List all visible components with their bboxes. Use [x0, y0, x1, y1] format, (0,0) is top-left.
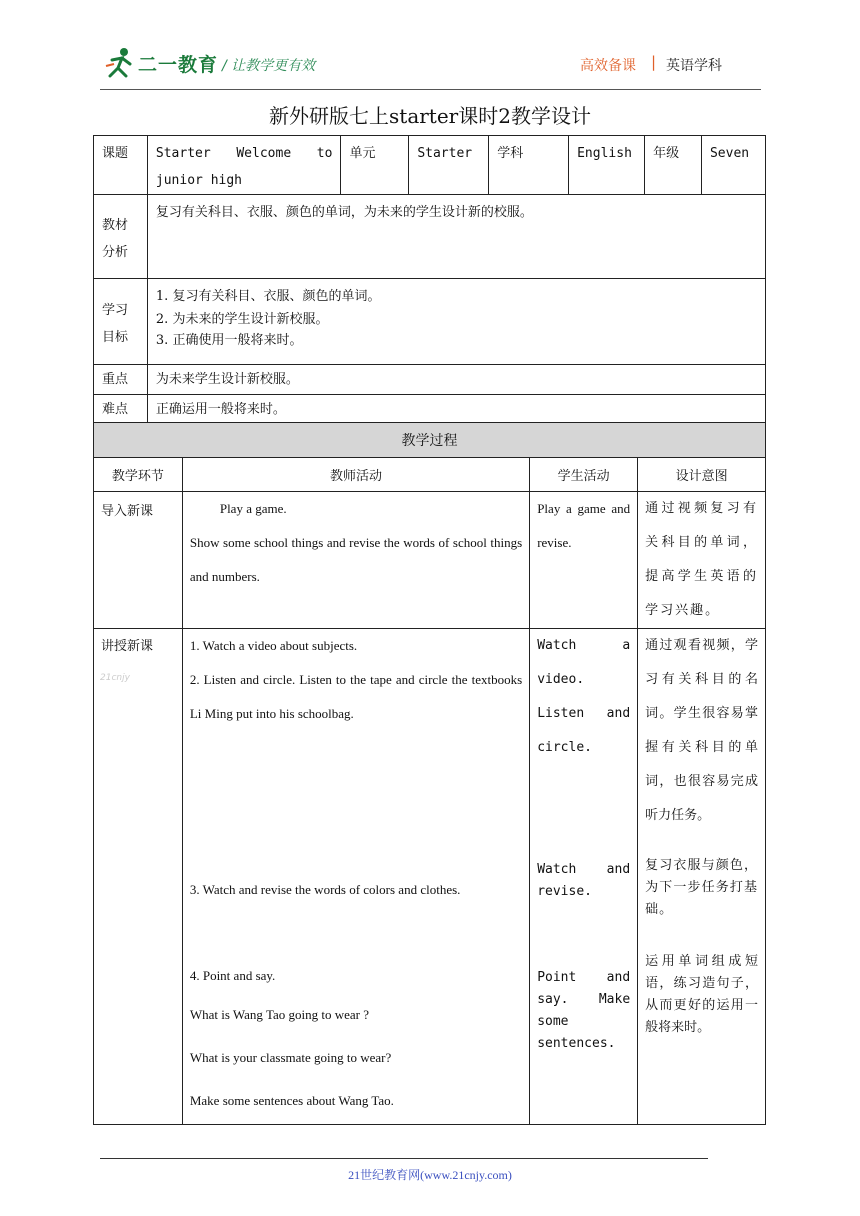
difficult-text: 正确运用一般将来时。 [147, 395, 765, 425]
col-header-stage: 教学环节 [94, 458, 183, 492]
analysis-text: 复习有关科目、衣服、颜色的单词，为未来的学生设计新的校服。 [147, 195, 765, 279]
lesson-info-table [93, 135, 766, 425]
teacher-new: 1. Watch a video about subjects. 2. Listen and circle. Listen to the tape and circle the textbooks Li Ming put into his schoolbag. 3. Watch and revise the words of colors and clothes. 4. Point and say. What is Wang Tao going to wear ? What is your classmate going to wear? Make some sentences about Wang Tao. [182, 629, 529, 1125]
watermark-logo: 21cnjy [100, 673, 130, 683]
student-new: Watch a video. Listen and circle. Watch and revise. Point and say. Make some sentences. [530, 629, 638, 1125]
key-label: 重点 [94, 365, 148, 395]
grade-label: 年级 [645, 136, 702, 195]
process-row-new [94, 629, 766, 1125]
process-header-row [94, 458, 766, 492]
process-row-intro [94, 492, 766, 629]
brand-slogan: / 让教学更有效 [222, 58, 316, 74]
header-subject: 英语学科 [666, 58, 722, 74]
key-text: 为未来学生设计新校服。 [147, 365, 765, 395]
difficult-label: 难点 [94, 395, 148, 425]
subject-value: English [569, 136, 645, 195]
footer-text: 21世纪教育网(www.21cnjy.com) [348, 1168, 512, 1182]
topic-value: Starter Welcome to junior high [147, 136, 341, 195]
stage-intro: 导入新课 [94, 492, 183, 629]
process-banner: 教学过程 [94, 423, 766, 458]
document-title: 新外研版七上starter课时2教学设计 [269, 104, 591, 128]
info-row-analysis [94, 195, 766, 279]
analysis-label: 教材 分析 [94, 195, 148, 279]
header-separator: | [651, 53, 657, 71]
col-header-teacher: 教师活动 [182, 458, 529, 492]
purpose-intro: 通过视频复习有关科目的单词，提高学生英语的学习兴趣。 [638, 492, 766, 629]
col-header-student: 学生活动 [530, 458, 638, 492]
grade-value: Seven [701, 136, 765, 195]
teaching-process-table [93, 422, 766, 1125]
logo-runner-icon [104, 46, 134, 80]
unit-label: 单元 [341, 136, 409, 195]
info-row-difficult [94, 395, 766, 425]
goals-label: 学习 目标 [94, 279, 148, 365]
topic-label: 课题 [94, 136, 148, 195]
unit-value: Starter [409, 136, 489, 195]
col-header-purpose: 设计意图 [638, 458, 766, 492]
subject-label: 学科 [489, 136, 569, 195]
student-intro: Play a game and revise. [530, 492, 638, 629]
teacher-intro: Play a game. Show some school things and revise the words of school things and numbers. [182, 492, 529, 629]
goals-list [147, 279, 765, 365]
process-banner-row [94, 423, 766, 458]
stage-new: 讲授新课 [94, 629, 183, 1125]
goal-item: 1. 复习有关科目、衣服、颜色的单词。 [155, 289, 381, 304]
info-row-goals [94, 279, 766, 365]
goal-item: 3. 正确使用一般将来时。 [155, 333, 303, 348]
info-row-key [94, 365, 766, 395]
brand-name: 二一教育 [138, 54, 219, 76]
info-row-topic [94, 136, 766, 195]
purpose-new: 通过观看视频，学习有关科目的名词。学生很容易掌握有关科目的单词，也很容易完成听力任务。 复习衣服与颜色，为下一步任务打基础。 运用单词组成短语，练习造句子，从而更好的运用一般将来时。 [638, 629, 766, 1125]
goal-item: 2. 为未来的学生设计新校服。 [155, 312, 329, 327]
footer-divider [100, 1158, 708, 1159]
header-tag: 高效备课 [580, 58, 636, 74]
header-divider [100, 89, 761, 90]
